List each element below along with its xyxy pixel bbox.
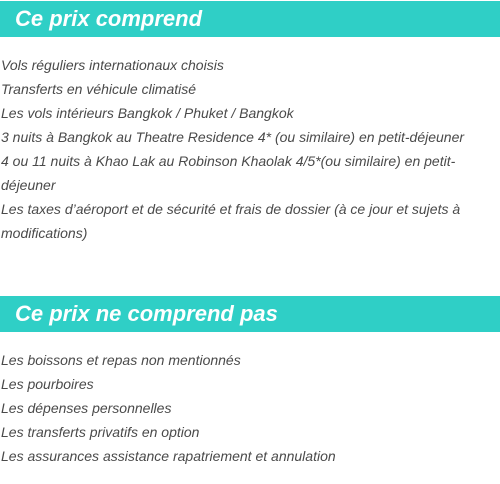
excluded-list — [1, 348, 481, 468]
list-item: Les pourboires — [1, 376, 94, 392]
included-section-title: Ce prix comprend — [0, 1, 500, 37]
list-item: Les boissons et repas non mentionnés — [1, 352, 241, 368]
included-list — [1, 53, 479, 245]
list-item: Transferts en véhicule climatisé — [1, 81, 197, 97]
list-item: Les dépenses personnelles — [1, 400, 172, 416]
list-item: 4 ou 11 nuits à Khao Lak au Robinson Khaolak 4/5*(ou similaire) en petit-déjeuner — [1, 153, 456, 193]
list-item: Vols réguliers internationaux choisis — [1, 57, 224, 73]
list-item: Les assurances assistance rapatriement et annulation — [1, 448, 336, 464]
list-item: Les vols intérieurs Bangkok / Phuket / Bangkok — [1, 105, 294, 121]
excluded-section-title: Ce prix ne comprend pas — [0, 296, 500, 332]
list-item: Les transferts privatifs en option — [1, 424, 200, 440]
list-item: Les taxes d’aéroport et de sécurité et frais de dossier (à ce jour et sujets à modifications) — [1, 201, 461, 241]
list-item: 3 nuits à Bangkok au Theatre Residence 4* (ou similaire) en petit-déjeuner — [1, 129, 465, 145]
